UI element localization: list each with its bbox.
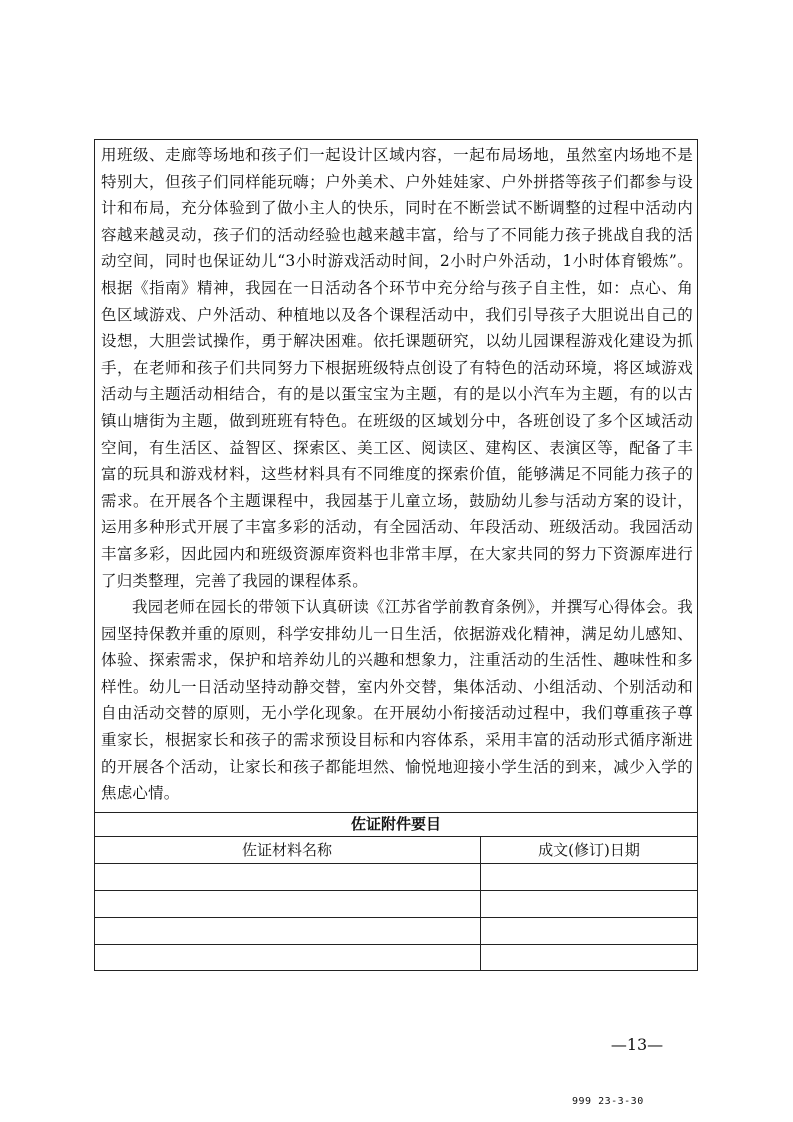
column-divider [480,836,481,971]
page-number: —13— [610,1035,664,1054]
table-row-divider [94,917,698,918]
column-header-date: 成文(修订)日期 [538,841,640,859]
print-stamp: 999 23-3-30 [572,1096,644,1107]
paragraph-2: 我园老师在园长的带领下认真研读《江苏省学前教育条例》，并撰写心得体会。我园坚持保教并重的原则，科学安排幼儿一日生活，依据游戏化精神，满足幼儿感知、体验、探索需求，保护和培养幼儿的兴趣和想象力，注重活动的生活性、趣味性和多样性。幼儿一日活动坚持动静交替，室内外交替，集体活动、小组活动、个别活动和自由活动交替的原则，无小学化现象。在开展幼小衔接活动过程中，我们尊重孩子尊重家长，根据家长和孩子的需求预设目标和内容体系，采用丰富的活动形式循序渐进的开展各个活动，让家长和孩子都能坦然、愉悦地迎接小学生活的到来，减少入学的焦虑心情。 [101,598,693,803]
attachments-title: 佐证附件要目 [350,815,441,833]
table-row-divider [94,944,698,945]
column-header-name: 佐证材料名称 [241,841,332,859]
paragraph-1: 用班级、走廊等场地和孩子们一起设计区域内容，一起布局场地，虽然室内场地不是特别大，但孩子们同样能玩嗨；户外美术、户外娃娃家、户外拼搭等孩子们都参与设计和布局，充分体验到了做小主人的快乐，同时在不断尝试不断调整的过程中活动内容越来越灵动，孩子们的活动经验也越来越丰富，给与了不同能力孩子挑战自我的活动空间，同时也保证幼儿“3小时游戏活动时间，2小时户外活动，1小时体育锻炼”。根据《指南》精神，我园在一日活动各个环节中充分给与孩子自主性，如：点心、角色区域游戏、户外活动、种植地以及各个课程活动中，我们引导孩子大胆说出自己的设想，大胆尝试操作，勇于解决困难。依托课题研究，以幼儿园课程游戏化建设为抓手，在老师和孩子们共同努力下根据班级特点创设了有特色的活动环境，将区域游戏活动与主题活动相结合，有的是以蛋宝宝为主题，有的是以小汽车为主题，有的以古镇山塘街为主题，做到班班有特色。在班级的区域划分中，各班创设了多个区域活动空间，有生活区、益智区、探索区、美工区、阅读区、建构区、表演区等，配备了丰富的玩具和游戏材料，这些材料具有不同维度的探索价值，能够满足不同能力孩子的需求。在开展各个主题课程中，我园基于儿童立场，鼓励幼儿参与活动方案的设计，运用多种形式开展了丰富多彩的活动，有全园活动、年段活动、班级活动。我园活动丰富多彩，因此园内和班级资源库资料也非常丰厚，在大家共同的努力下资源库进行了归类整理，完善了我园的课程体系。 [101,146,693,590]
body-text [101,142,693,807]
table-row-divider [94,890,698,891]
table-row-divider [94,863,698,864]
